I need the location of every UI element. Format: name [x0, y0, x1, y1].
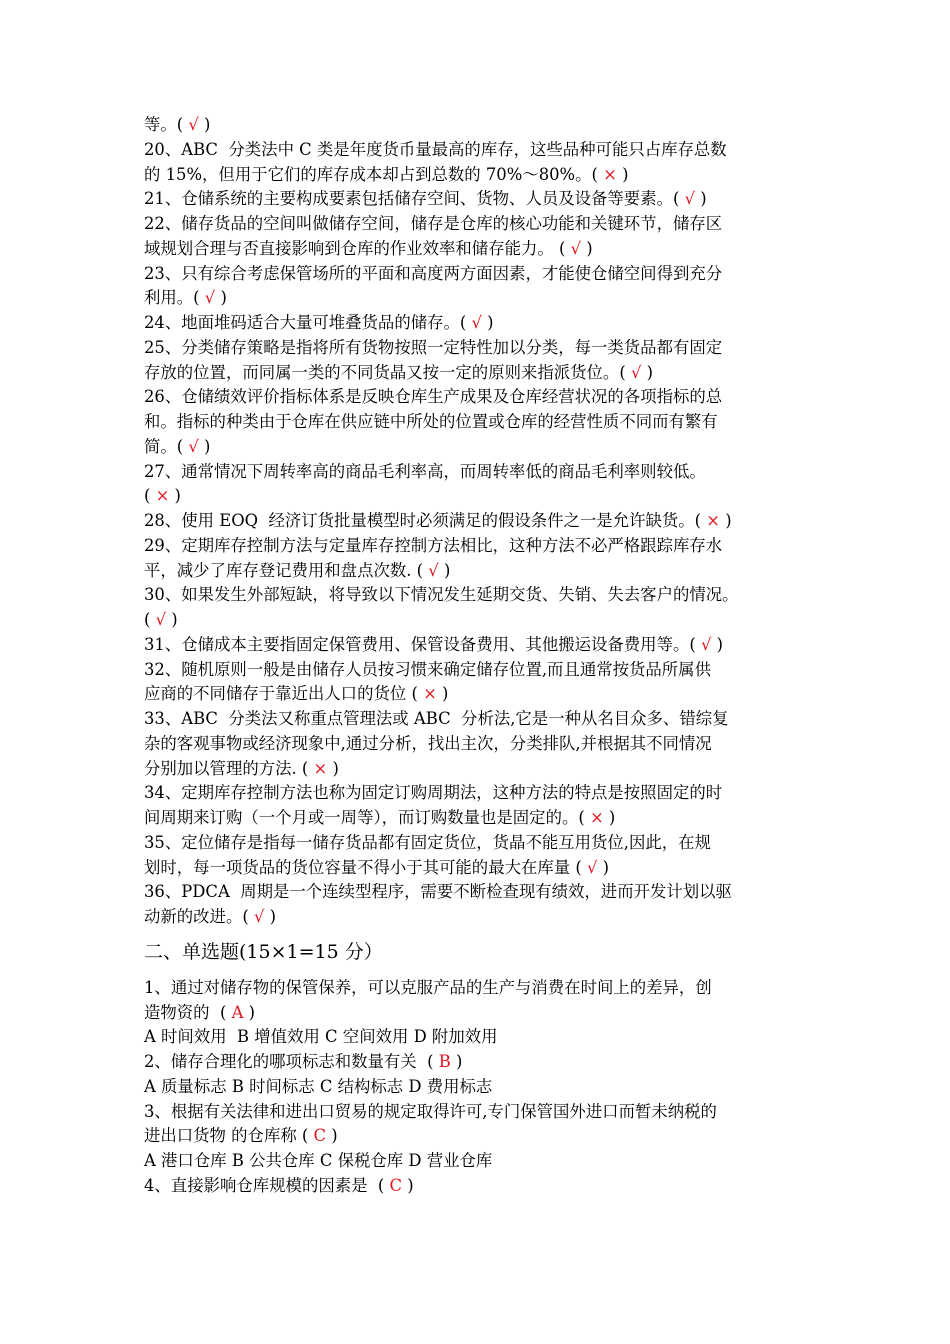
closing-paren: ) [603, 808, 616, 827]
question-line [144, 806, 814, 831]
single-choice-questions [144, 976, 814, 1199]
question-line [144, 163, 814, 188]
answer-mark: B [438, 1052, 451, 1071]
closing-paren: ) [720, 511, 732, 530]
question-text: 32、随机原则一般是由储存人员按习惯来确定储存位置,而且通常按货品所属供 [144, 659, 711, 679]
question-line [144, 187, 814, 212]
question-line [144, 410, 814, 435]
question-text: 简。( [144, 436, 189, 456]
question-text: A 时间效用 B 增值效用 C 空间效用 D 附加效用 [144, 1027, 498, 1047]
question-text: 分别加以管理的方法. ( [144, 758, 314, 778]
question-line [144, 633, 814, 658]
closing-paren: ) [436, 684, 449, 704]
question-text: ( [144, 486, 156, 506]
answer-mark: × [423, 684, 437, 704]
question-line [144, 286, 814, 311]
question-text: 30、如果发生外部短缺，将导致以下情况发生延期交货、失销、失去客户的情况。 [144, 585, 739, 605]
question-text: 21、仓储系统的主要构成要素包括储存空间、货物、人员及设备等要素。( [144, 189, 685, 209]
closing-paren: ) [264, 907, 277, 926]
question-line [144, 732, 814, 757]
closing-paren: ) [438, 560, 451, 580]
answer-mark: √ [188, 115, 199, 134]
closing-paren: ) [166, 610, 178, 629]
choice-line [144, 976, 814, 1001]
question-text: 31、仓储成本主要指固定保管费用、保管设备费用、其他搬运设备费用等。( [144, 634, 701, 654]
choice-line [144, 1025, 814, 1050]
question-text: 等。( [144, 115, 189, 134]
question-line [144, 880, 814, 905]
answer-mark: √ [204, 288, 216, 308]
choice-line [144, 1100, 814, 1125]
answer-mark: C [313, 1126, 327, 1146]
question-text: 4、直接影响仓库规模的因素是 ( [144, 1175, 390, 1195]
answer-mark: × [589, 808, 604, 827]
answer-mark: √ [684, 189, 696, 209]
question-line [144, 113, 814, 138]
question-line [144, 262, 814, 287]
question-line [144, 707, 814, 732]
question-text: 23、只有综合考虑保管场所的平面和高度两方面因素，才能使仓储空间得到充分 [144, 263, 723, 283]
question-text: 20、ABC 分类法中 C 类是年度货币量最高的库存，这些品种可能只占库存总数 [144, 139, 727, 159]
question-text: ( [144, 610, 156, 629]
choice-line [144, 1001, 814, 1026]
question-text: 划时，每一项货品的货位容量不得小于其可能的最大在库量 ( [144, 857, 587, 877]
question-line [144, 831, 814, 856]
question-line [144, 336, 814, 361]
question-text: 33、ABC 分类法又称重点管理法或 ABC 分析法,它是一种从名目众多、错综复 [144, 709, 729, 728]
closing-paren: ) [616, 164, 629, 184]
question-text: 利用。( [144, 288, 205, 308]
question-text: A 质量标志 B 时间标志 C 结构标志 D 费用标志 [144, 1076, 493, 1096]
question-line [144, 559, 814, 584]
closing-paren: ) [198, 115, 211, 134]
closing-paren: ) [450, 1052, 463, 1071]
question-text: 进出口货物 的仓库称 ( [144, 1126, 314, 1146]
answer-mark: √ [630, 362, 642, 382]
question-text: 2、储存合理化的哪项标志和数量有关 ( [144, 1052, 439, 1071]
closing-paren: ) [597, 857, 610, 877]
question-text: 1、通过对储存物的保管保养，可以克服产品的生产与消费在时间上的差异，创 [144, 977, 712, 997]
question-text: 存放的位置，而同属一类的不同货晶又按一定的原则来指派货位。( [144, 362, 631, 382]
question-line [144, 237, 814, 262]
question-line [144, 781, 814, 806]
closing-paren: ) [326, 1126, 338, 1146]
question-text: 24、地面堆码适合大量可堆叠货品的储存。( [144, 313, 472, 332]
answer-mark: √ [253, 907, 265, 926]
closing-paren: ) [327, 758, 339, 778]
answer-mark: × [313, 758, 328, 778]
question-line [144, 435, 814, 460]
answer-mark: √ [570, 238, 582, 258]
answer-mark: × [155, 486, 170, 506]
question-text: 和。指标的种类由于仓库在供应链中所处的位置或仓库的经营性质不同而有繁有 [144, 412, 718, 431]
document-page [144, 113, 814, 1199]
question-line [144, 583, 814, 608]
question-text: 域规划合理与否直接影响到仓库的作业效率和储存能力。 ( [144, 238, 571, 258]
question-text: 动新的改进。( [144, 907, 254, 926]
answer-mark: C [389, 1175, 403, 1195]
true-false-questions [144, 113, 814, 930]
question-line [144, 534, 814, 559]
choice-line [144, 1149, 814, 1174]
question-line [144, 509, 814, 534]
question-text: 间周期来订购（一个月或一周等），而订购数量也是固定的。( [144, 808, 590, 827]
closing-paren: ) [581, 238, 593, 258]
answer-mark: A [231, 1002, 244, 1022]
closing-paren: ) [711, 634, 724, 654]
question-line [144, 856, 814, 881]
answer-mark: √ [471, 313, 482, 332]
answer-mark: √ [188, 436, 199, 456]
question-line [144, 682, 814, 707]
question-line [144, 484, 814, 509]
question-text: 26、仓储绩效评价指标体系是反映仓库生产成果及仓库经营状况的各项指标的总 [144, 387, 723, 407]
question-text: 28、使用 EOQ 经济订货批量模型时必须满足的假设条件之一是允许缺货。( [144, 511, 707, 530]
question-line [144, 311, 814, 336]
question-text: 造物资的 ( [144, 1002, 232, 1022]
closing-paren: ) [169, 486, 181, 506]
question-line [144, 757, 814, 782]
question-line [144, 361, 814, 386]
choice-line [144, 1050, 814, 1075]
question-line [144, 905, 814, 930]
closing-paren: ) [402, 1175, 414, 1195]
answer-mark: √ [586, 857, 598, 877]
question-text: A 港口仓库 B 公共仓库 C 保税仓库 D 营业仓库 [144, 1151, 493, 1170]
answer-mark: × [603, 164, 617, 184]
closing-paren: ) [198, 436, 211, 456]
question-text: 29、定期库存控制方法与定量库存控制方法相比，这种方法不必严格跟踪库存水 [144, 535, 723, 555]
question-text: 27、通常情况下周转率高的商品毛利率高，而周转率低的商品毛利率则较低。 [144, 461, 706, 481]
choice-line [144, 1124, 814, 1149]
answer-mark: √ [428, 560, 439, 580]
question-text: 杂的客观事物或经济现象中,通过分析，找出主次，分类排队,并根据其不同情况 [144, 733, 712, 753]
question-line [144, 460, 814, 485]
choice-line [144, 1174, 814, 1199]
closing-paren: ) [215, 288, 227, 308]
question-text: 的 15%，但用于它们的库存成本却占到总数的 70%～80%。( [144, 164, 604, 184]
question-text: 平，减少了库存登记费用和盘点次数. ( [144, 560, 429, 580]
question-line [144, 138, 814, 163]
question-line [144, 608, 814, 633]
closing-paren: ) [695, 189, 707, 209]
question-text: 3、根据有关法律和进出口贸易的规定取得许可,专门保管国外进口而暂未纳税的 [144, 1101, 717, 1121]
closing-paren: ) [243, 1002, 256, 1022]
question-line [144, 658, 814, 683]
question-text: 25、分类储存策略是指将所有货物按照一定特性加以分类，每一类货品都有固定 [144, 337, 723, 357]
question-text: 36、PDCA 周期是一个连续型程序，需要不断检查现有绩效，进而开发计划以驱 [144, 882, 732, 902]
question-text: 22、储存货品的空间叫做储存空间，储存是仓库的核心功能和关键环节，储存区 [144, 214, 723, 233]
answer-mark: √ [155, 610, 167, 629]
section-heading: 二、单选题(15×1=15 分） [144, 940, 383, 963]
question-line [144, 385, 814, 410]
question-text: 34、定期库存控制方法也称为固定订购周期法，这种方法的特点是按照固定的时 [144, 783, 723, 803]
closing-paren: ) [481, 313, 494, 332]
choice-line [144, 1075, 814, 1100]
answer-mark: √ [700, 634, 712, 654]
question-text: 应商的不同储存于靠近出人口的货位 ( [144, 684, 424, 704]
question-line [144, 212, 814, 237]
closing-paren: ) [641, 362, 653, 382]
answer-mark: × [706, 511, 720, 530]
question-text: 35、定位储存是指每一储存货品都有固定货位，货晶不能互用货位,因此，在规 [144, 832, 711, 852]
